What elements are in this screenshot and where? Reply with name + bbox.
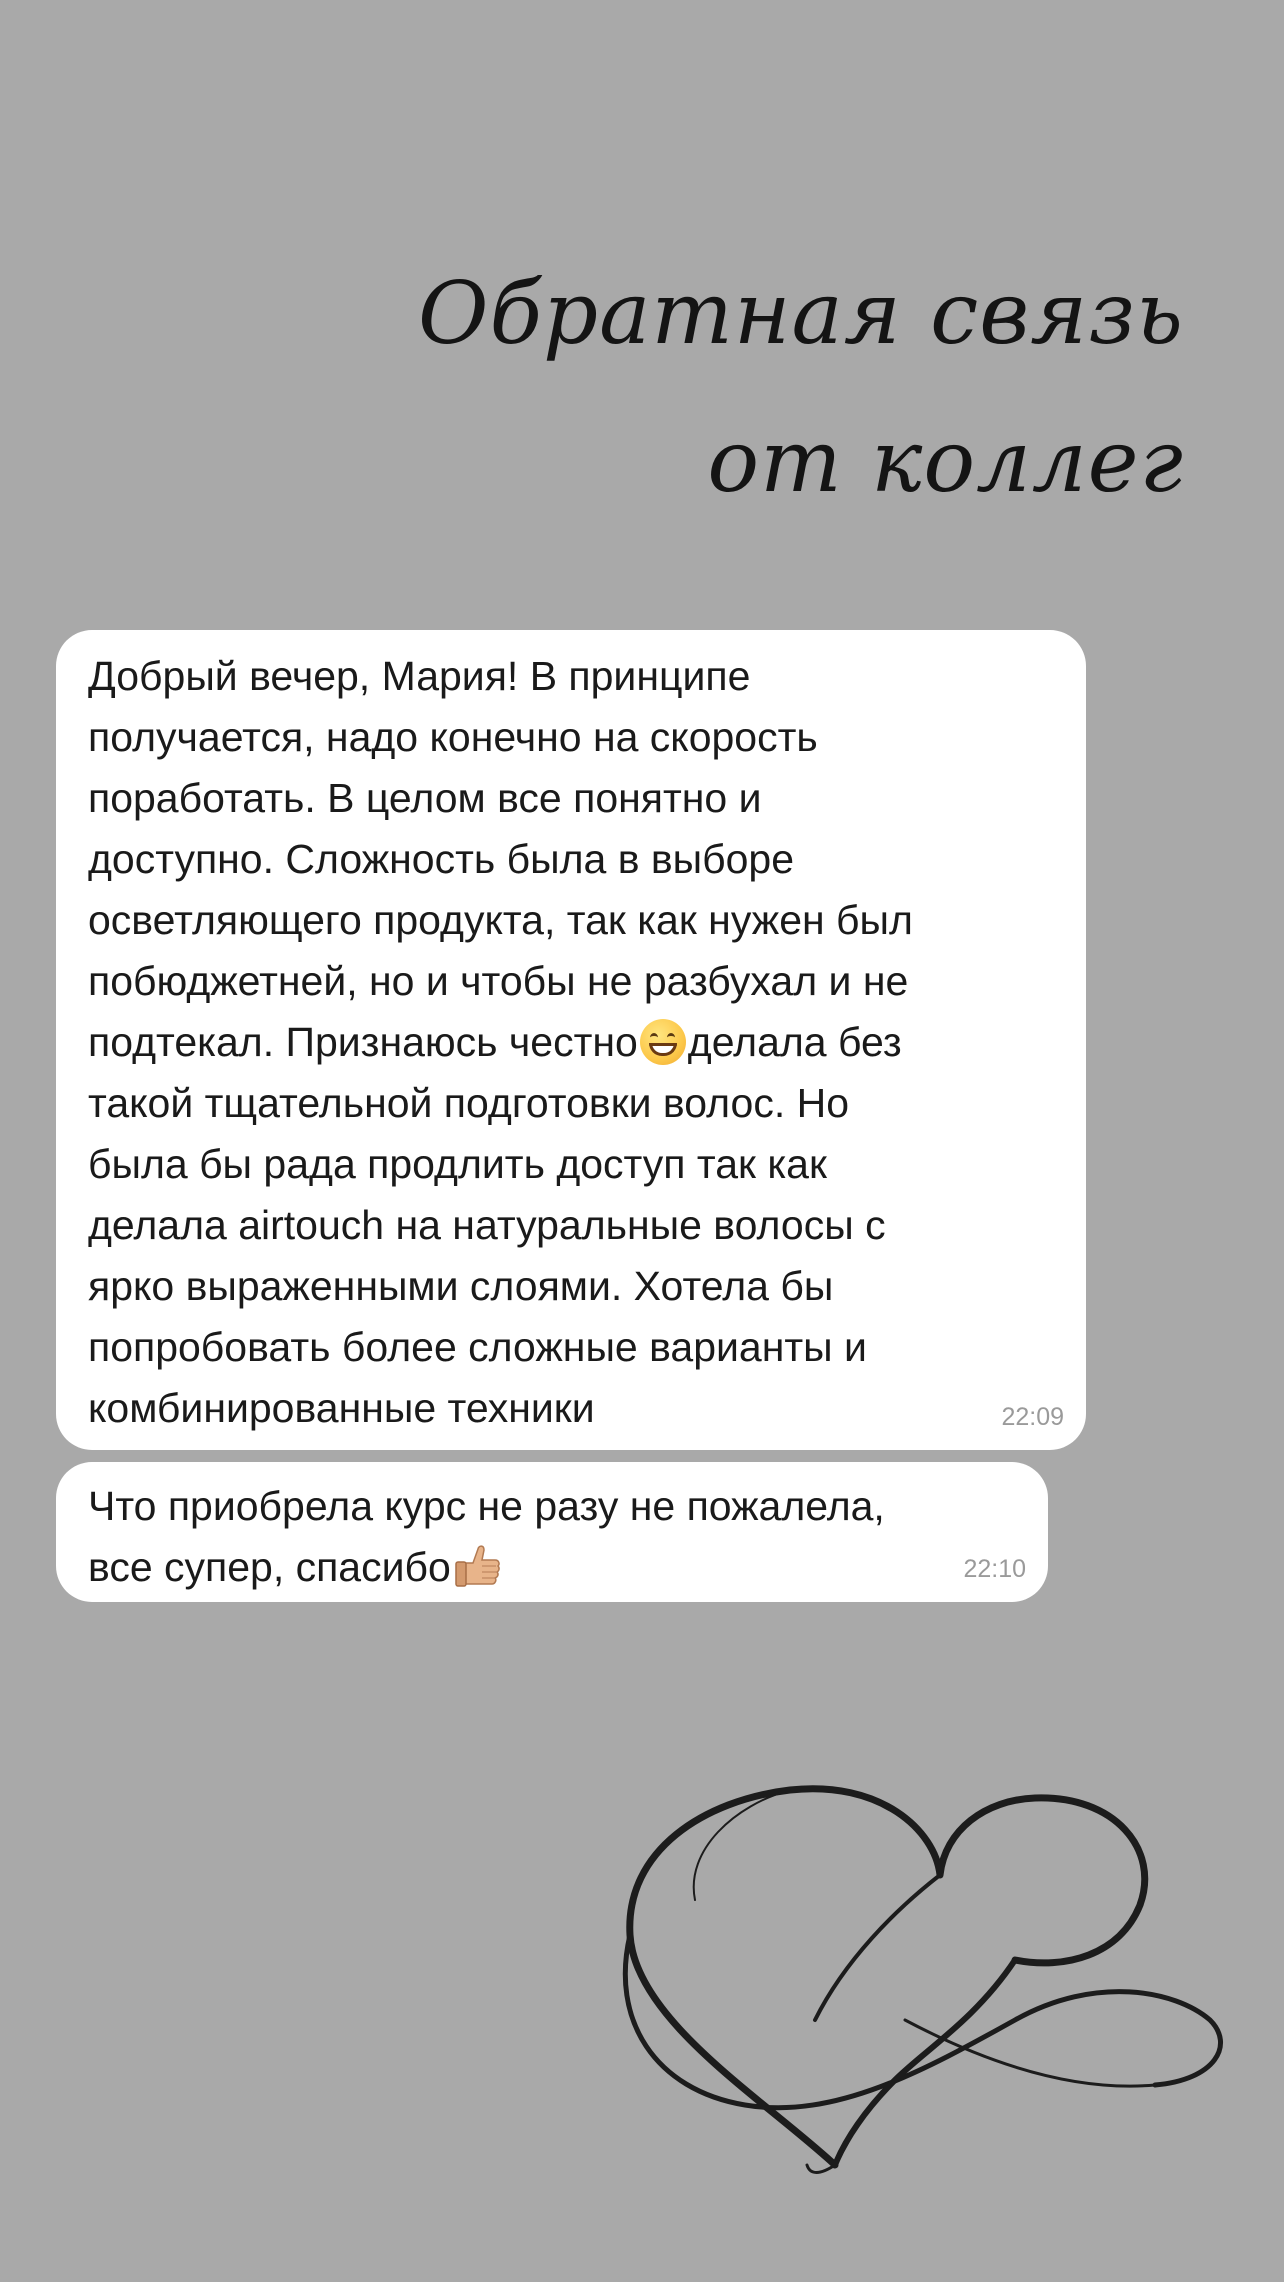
- message-fragment: подтекал. Признаюсь честно: [88, 1019, 638, 1065]
- title-line-1: Обратная связь: [418, 264, 1184, 364]
- message-text: [88, 646, 1058, 1439]
- heart-swirl-icon: [595, 1720, 1235, 2200]
- message-line: Добрый вечер, Мария! В принципе: [88, 653, 751, 699]
- message-bubble[interactable]: [56, 630, 1086, 1450]
- message-line: ярко выраженными слоями. Хотела бы: [88, 1263, 834, 1309]
- message-line: побюджетней, но и чтобы не разбухал и не: [88, 958, 909, 1004]
- message-fragment: все супер, спасибо: [88, 1544, 451, 1590]
- message-fragment: делала без: [687, 1019, 902, 1065]
- message-timestamp: 22:09: [1001, 1403, 1064, 1431]
- message-text: [88, 1476, 1020, 1598]
- message-line: получается, надо конечно на скорость: [88, 714, 818, 760]
- message-line: поработать. В целом все понятно и: [88, 775, 762, 821]
- page-title: [418, 240, 1184, 536]
- message-line: была бы рада продлить доступ так как: [88, 1141, 827, 1187]
- message-line: такой тщательной подготовки волос. Но: [88, 1080, 850, 1126]
- thumbs-up-emoji-icon: [451, 1541, 503, 1591]
- message-line: попробовать более сложные варианты и: [88, 1324, 867, 1370]
- message-line: комбинированные техники: [88, 1385, 595, 1431]
- title-line-2: от коллег: [707, 412, 1184, 512]
- message-line: осветляющего продукта, так как нужен был: [88, 897, 913, 943]
- grinning-face-emoji-icon: [640, 1019, 686, 1065]
- message-line: доступно. Сложность была в выборе: [88, 836, 795, 882]
- message-line-with-emoji: [88, 1537, 1020, 1598]
- message-line-with-emoji: [88, 1012, 1058, 1073]
- message-timestamp: 22:10: [963, 1555, 1026, 1583]
- message-line: Что приобрела курс не разу не пожалела,: [88, 1483, 885, 1529]
- message-bubble[interactable]: [56, 1462, 1048, 1602]
- message-line: делала airtouch на натуральные волосы с: [88, 1202, 886, 1248]
